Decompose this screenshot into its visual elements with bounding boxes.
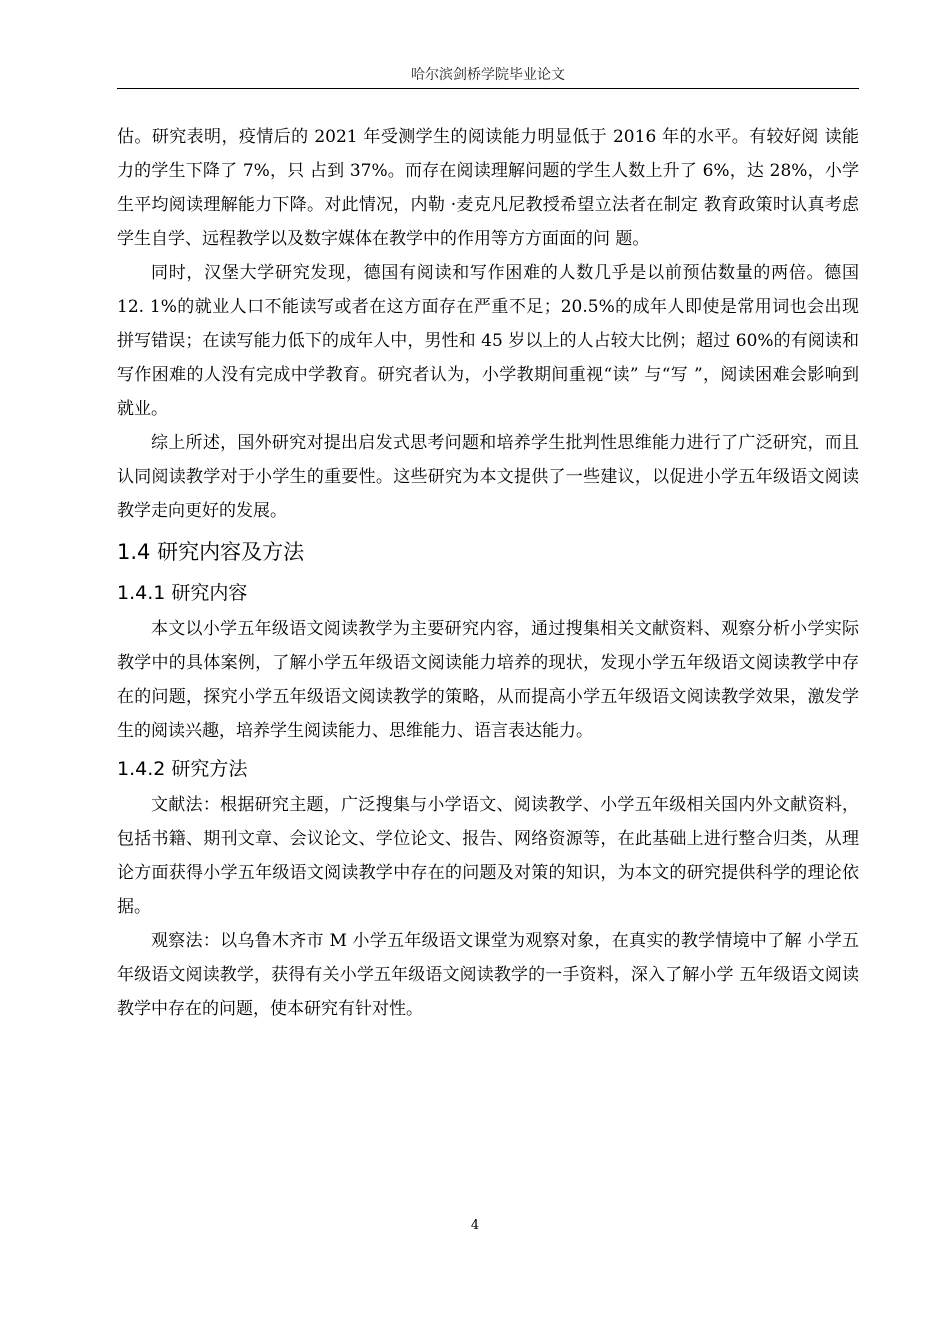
paragraph-literature-method: 文献法：根据研究主题，广泛搜集与小学语文、阅读教学、小学五年级相关国内外文献资料，包括书籍、期刊文章、会议论文、学位论文、报告、网络资源等，在此基础上进行整合归类，从理论方面获得小学五年级语文阅读教学中存在的问题及对策的知识，为本文的研究提供科学的理论依据。: [117, 795, 859, 917]
paragraph-research-content: 本文以小学五年级语文阅读教学为主要研究内容，通过搜集相关文献资料、观察分析小学实际教学中的具体案例，了解小学五年级语文阅读能力培养的现状，发现小学五年级语文阅读教学中存在的问题，探究小学五年级语文阅读教学的策略，从而提高小学五年级语文阅读教学效果，激发学生的阅读兴趣，培养学生阅读能力、思维能力、语言表达能力。: [117, 619, 859, 741]
paragraph-summary: 综上所述，国外研究对提出启发式思考问题和培养学生批判性思维能力进行了广泛研究，而且认同阅读教学对于小学生的重要性。这些研究为本文提供了一些建议，以促进小学五年级语文阅读教学走向更好的发展。: [117, 433, 859, 521]
page-body: [117, 120, 859, 1026]
page-number: 4: [470, 1218, 480, 1233]
header-divider: [117, 88, 859, 89]
paragraph-observation-method: 观察法：以乌鲁木齐市 M 小学五年级语文课堂为观察对象，在真实的教学情境中了解 小学五年级语文阅读教学，获得有关小学五年级语文阅读教学的一手资料，深入了解小学 五年级语文阅读教学中存在的问题，使本研究有针对性。: [117, 931, 859, 1019]
paragraph-hamburg-study: 同时，汉堡大学研究发现，德国有阅读和写作困难的人数几乎是以前预估数量的两倍。德国 12. 1%的就业人口不能读写或者在这方面存在严重不足；20.5%的成年人即使是常用词也会出现拼写错误；在读写能力低下的成年人中，男性和 45 岁以上的人占较大比例；超过 60%的有阅读和写作困难的人没有完成中学教育。研究者认为，小学教期间重视“读” 与“写 ”，阅读困难会影响到就业。: [117, 263, 859, 419]
heading-section-1-4: 1.4 研究内容及方法: [117, 540, 305, 564]
heading-section-1-4-2: 1.4.2 研究方法: [117, 758, 248, 780]
heading-section-1-4-1: 1.4.1 研究内容: [117, 582, 248, 604]
page-header-title: 哈尔滨剑桥学院毕业论文: [411, 67, 565, 83]
paragraph-continuation: 估。研究表明，疫情后的 2021 年受测学生的阅读能力明显低于 2016 年的水平。有较好阅 读能力的学生下降了 7%，只 占到 37%。而存在阅读理解问题的学生人数上升了 6%，达 28%，小学生平均阅读理解能力下降。对此情况，内勒 ·麦克凡尼教授希望立法者在制定 教育政策时认真考虑学生自学、远程教学以及数字媒体在教学中的作用等方方面面的问 题。: [117, 127, 859, 249]
